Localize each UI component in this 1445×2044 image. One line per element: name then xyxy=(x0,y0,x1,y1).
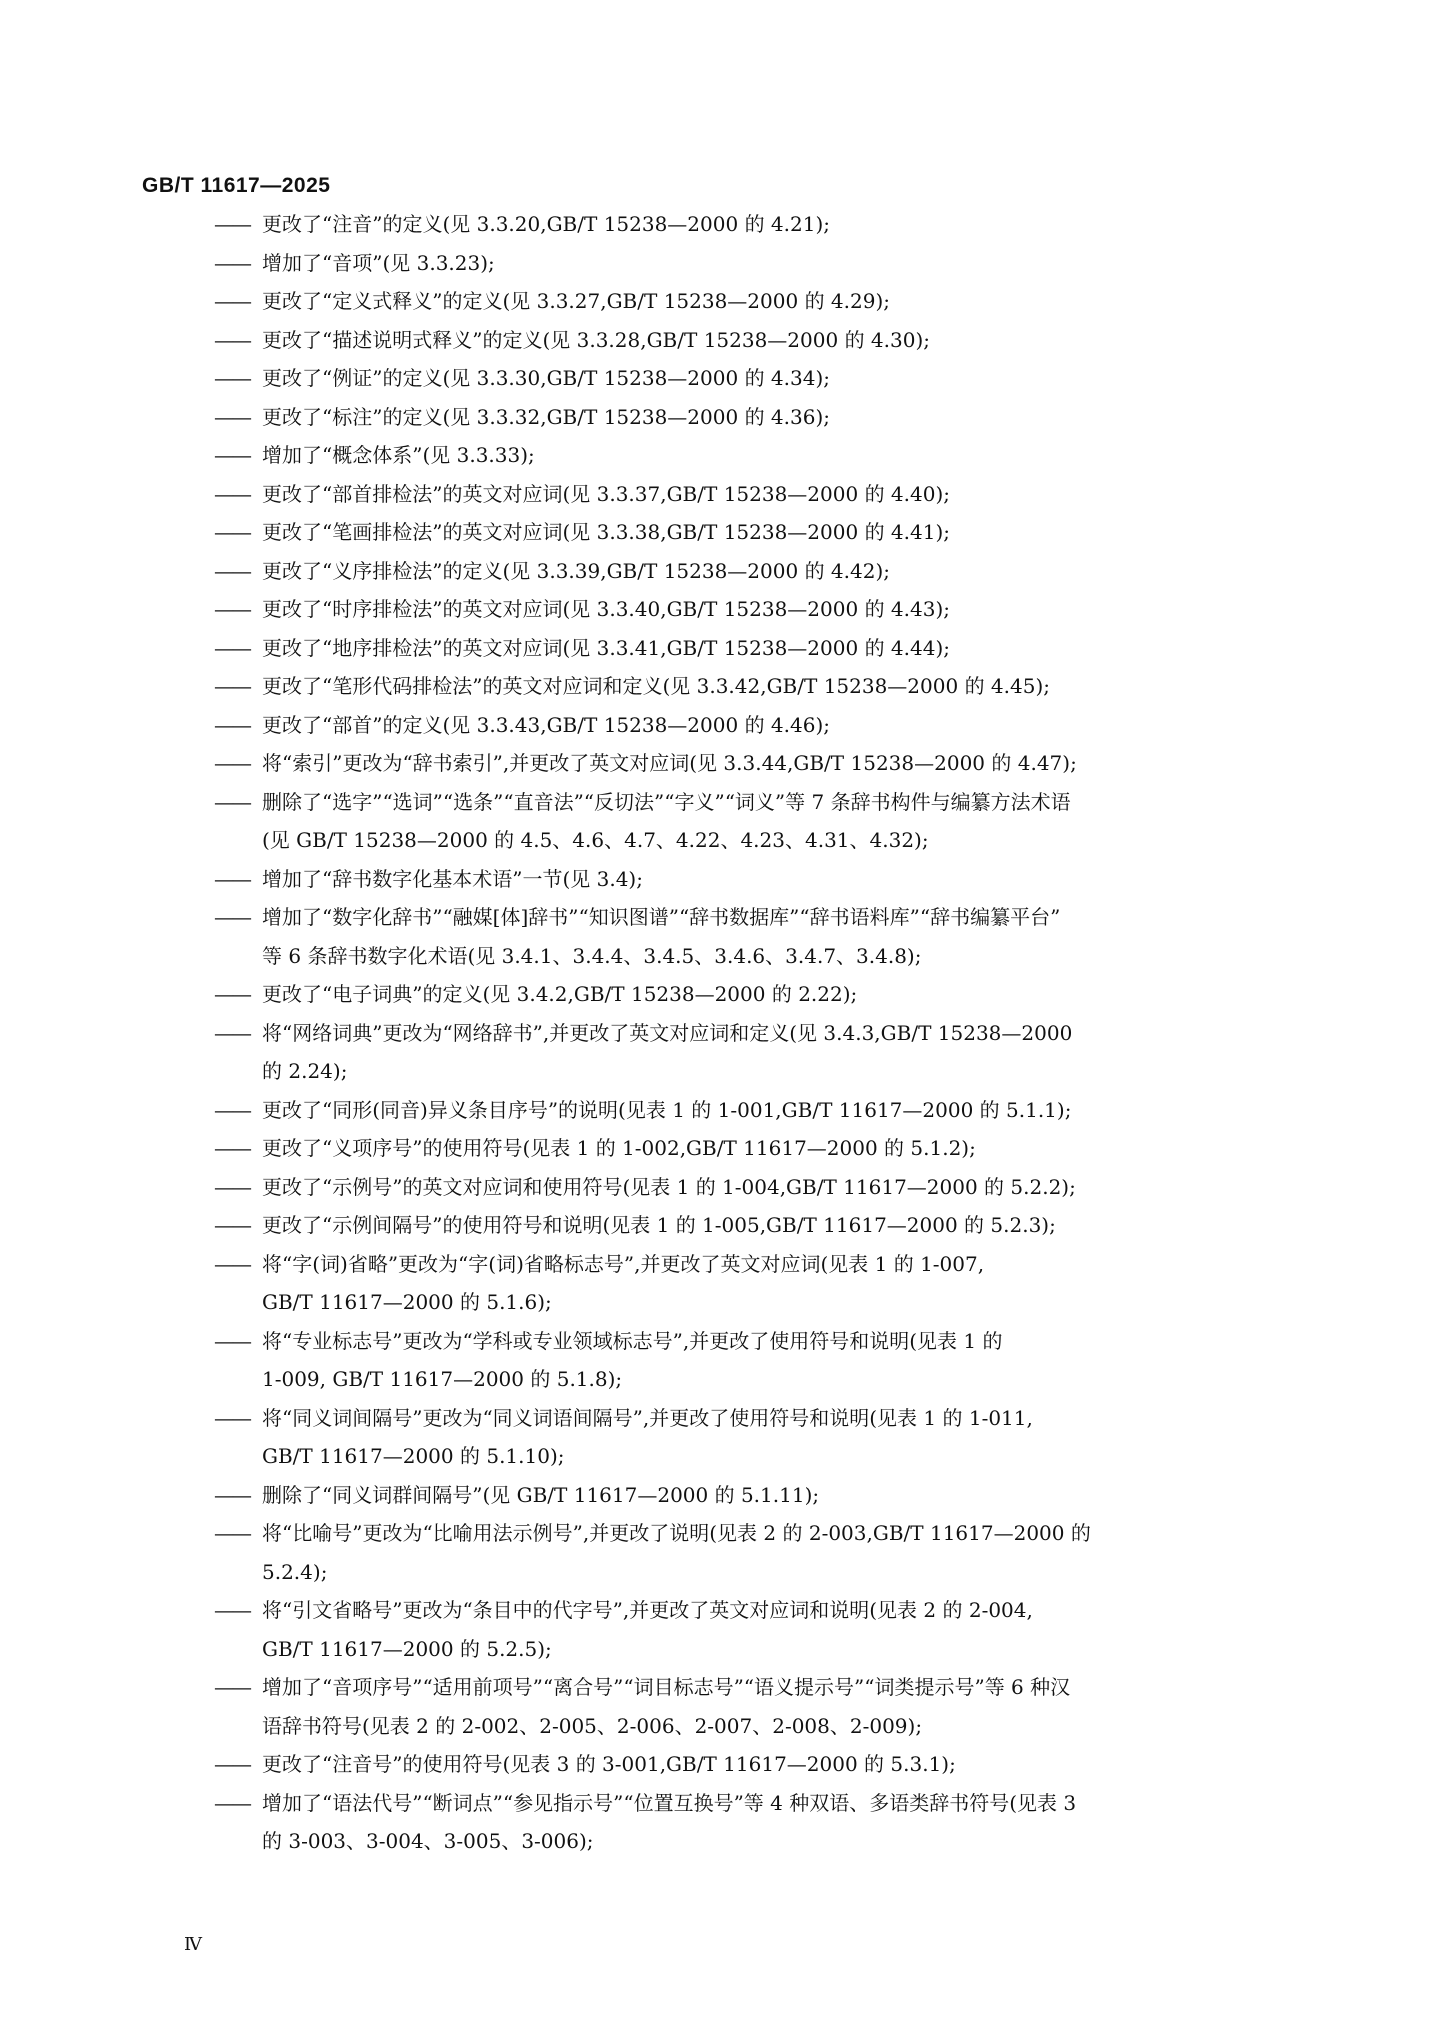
change-item xyxy=(214,706,1279,745)
change-item xyxy=(214,1476,1279,1515)
change-text: 更改了“部首”的定义(见 3.3.43,GB/T 15238—2000 的 4.46); xyxy=(262,712,830,737)
list-dash: —— xyxy=(214,520,250,544)
change-text: 将“专业标志号”更改为“学科或专业领域标志号”,并更改了使用符号和说明(见表 1 的 xyxy=(262,1328,1003,1353)
change-text: 增加了“音项”(见 3.3.23); xyxy=(262,250,495,275)
change-item xyxy=(214,629,1279,668)
document-header xyxy=(142,174,330,198)
change-text: 将“网络词典”更改为“网络辞书”,并更改了英文对应词和定义(见 3.4.3,GB/T 15238—2000 xyxy=(262,1020,1073,1045)
change-text: 更改了“描述说明式释义”的定义(见 3.3.28,GB/T 15238—2000 的 4.30); xyxy=(262,327,930,352)
change-text: 增加了“语法代号”“断词点”“参见指示号”“位置互换号”等 4 种双语、多语类辞书符号(见表 3 xyxy=(262,1790,1077,1815)
change-item xyxy=(214,282,1279,321)
change-item xyxy=(214,1591,1279,1668)
list-dash: —— xyxy=(214,250,250,275)
change-text: 将“字(词)省略”更改为“字(词)省略标志号”,并更改了英文对应词(见表 1 的 1-007, xyxy=(262,1251,985,1276)
change-item xyxy=(214,513,1279,552)
change-text: 删除了“选字”“选词”“选条”“直音法”“反切法”“字义”“词义”等 7 条辞书构件与编纂方法术语 xyxy=(262,789,1071,814)
change-text: 删除了“同义词群间隔号”(见 GB/T 11617—2000 的 5.1.11); xyxy=(262,1482,820,1507)
change-item xyxy=(214,1322,1279,1399)
list-dash: —— xyxy=(214,1213,250,1237)
change-list xyxy=(214,205,1279,1861)
list-dash: —— xyxy=(214,1598,250,1622)
list-dash: —— xyxy=(214,712,250,737)
change-text: 将“同义词间隔号”更改为“同义词语间隔号”,并更改了使用符号和说明(见表 1 的 1-011, xyxy=(262,1405,1033,1430)
change-text: 更改了“注音号”的使用符号(见表 3 的 3-001,GB/T 11617—2000 的 5.3.1); xyxy=(262,1752,956,1776)
change-text: 更改了“标注”的定义(见 3.3.32,GB/T 15238—2000 的 4.36); xyxy=(262,404,830,429)
list-dash: —— xyxy=(214,1675,250,1699)
list-dash: —— xyxy=(214,558,250,583)
list-dash: —— xyxy=(214,366,250,390)
list-dash: —— xyxy=(214,404,250,429)
list-dash: —— xyxy=(214,1405,250,1430)
change-text: 增加了“概念体系”(见 3.3.33); xyxy=(262,443,535,467)
list-dash: —— xyxy=(214,597,250,621)
change-item xyxy=(214,244,1279,283)
list-dash: —— xyxy=(214,1790,250,1815)
change-item xyxy=(214,1014,1279,1091)
change-item xyxy=(214,1206,1279,1245)
change-text: 更改了“义序排检法”的定义(见 3.3.39,GB/T 15238—2000 的 4.42); xyxy=(262,558,890,583)
change-text: 更改了“定义式释义”的定义(见 3.3.27,GB/T 15238—2000 的 4.29); xyxy=(262,289,890,313)
change-item xyxy=(214,1784,1279,1861)
change-item xyxy=(214,898,1279,975)
change-text-continuation: (见 GB/T 15238—2000 的 4.5、4.6、4.7、4.22、4.23、4.31、4.32); xyxy=(262,828,929,852)
list-dash: —— xyxy=(214,1174,250,1199)
change-text: 更改了“笔画排检法”的英文对应词(见 3.3.38,GB/T 15238—2000 的 4.41); xyxy=(262,520,950,544)
change-item xyxy=(214,436,1279,475)
change-text-continuation: 等 6 条辞书数字化术语(见 3.4.1、3.4.4、3.4.5、3.4.6、3.4.7、3.4.8); xyxy=(262,943,922,968)
change-item xyxy=(214,359,1279,398)
change-text-continuation: 语辞书符号(见表 2 的 2-002、2-005、2-006、2-007、2-008、2-009); xyxy=(262,1713,923,1738)
list-dash: —— xyxy=(214,789,250,814)
list-dash: —— xyxy=(214,1020,250,1045)
list-dash: —— xyxy=(214,1482,250,1507)
list-dash: —— xyxy=(214,674,250,698)
change-text: 更改了“义项序号”的使用符号(见表 1 的 1-002,GB/T 11617—2000 的 5.1.2); xyxy=(262,1136,976,1160)
change-text-continuation: GB/T 11617—2000 的 5.1.10); xyxy=(262,1444,565,1468)
list-dash: —— xyxy=(214,1521,250,1545)
change-item xyxy=(214,590,1279,629)
page-number: Ⅳ xyxy=(184,1934,202,1955)
change-text-continuation: 的 2.24); xyxy=(262,1059,348,1083)
change-item xyxy=(214,398,1279,437)
list-dash: —— xyxy=(214,443,250,467)
list-dash: —— xyxy=(214,1097,250,1122)
list-dash: —— xyxy=(214,905,250,929)
list-dash: —— xyxy=(214,289,250,313)
change-text: 将“比喻号”更改为“比喻用法示例号”,并更改了说明(见表 2 的 2-003,GB/T 11617—2000 的 xyxy=(262,1521,1091,1545)
standard-number: GB/T 11617—2025 xyxy=(142,174,331,197)
change-item xyxy=(214,1091,1279,1130)
change-item xyxy=(214,744,1279,783)
list-dash: —— xyxy=(214,212,250,236)
change-text: 增加了“音项序号”“适用前项号”“离合号”“词目标志号”“语义提示号”“词类提示号”等 6 种汉 xyxy=(262,1675,1071,1699)
change-text: 更改了“电子词典”的定义(见 3.4.2,GB/T 15238—2000 的 2.22); xyxy=(262,982,858,1006)
change-text: 将“索引”更改为“辞书索引”,并更改了英文对应词(见 3.3.44,GB/T 15238—2000 的 4.47); xyxy=(262,751,1077,775)
change-item xyxy=(214,552,1279,591)
change-text: 更改了“示例号”的英文对应词和使用符号(见表 1 的 1-004,GB/T 11617—2000 的 5.2.2); xyxy=(262,1174,1076,1199)
change-item xyxy=(214,475,1279,514)
list-dash: —— xyxy=(214,1328,250,1353)
change-text-continuation: GB/T 11617—2000 的 5.2.5); xyxy=(262,1636,552,1661)
list-dash: —— xyxy=(214,327,250,352)
change-text: 增加了“辞书数字化基本术语”一节(见 3.4); xyxy=(262,866,643,891)
list-dash: —— xyxy=(214,1251,250,1276)
list-dash: —— xyxy=(214,1136,250,1160)
change-item xyxy=(214,1168,1279,1207)
change-text: 更改了“注音”的定义(见 3.3.20,GB/T 15238—2000 的 4.21); xyxy=(262,212,830,236)
change-text: 更改了“例证”的定义(见 3.3.30,GB/T 15238—2000 的 4.34); xyxy=(262,366,830,390)
list-dash: —— xyxy=(214,481,250,506)
list-dash: —— xyxy=(214,866,250,891)
change-text: 更改了“示例间隔号”的使用符号和说明(见表 1 的 1-005,GB/T 11617—2000 的 5.2.3); xyxy=(262,1213,1056,1237)
list-dash: —— xyxy=(214,1752,250,1776)
change-text-continuation: GB/T 11617—2000 的 5.1.6); xyxy=(262,1290,552,1314)
change-item xyxy=(214,1514,1279,1591)
change-item xyxy=(214,1245,1279,1322)
change-text: 更改了“同形(同音)异义条目序号”的说明(见表 1 的 1-001,GB/T 11617—2000 的 5.1.1); xyxy=(262,1097,1072,1122)
change-text: 更改了“部首排检法”的英文对应词(见 3.3.37,GB/T 15238—2000 的 4.40); xyxy=(262,481,950,506)
change-item xyxy=(214,1399,1279,1476)
change-item xyxy=(214,1745,1279,1784)
change-text-continuation: 5.2.4); xyxy=(262,1559,328,1584)
change-text: 增加了“数字化辞书”“融媒[体]辞书”“知识图谱”“辞书数据库”“辞书语料库”“辞书编纂平台” xyxy=(262,905,1061,929)
change-item xyxy=(214,975,1279,1014)
change-text: 更改了“地序排检法”的英文对应词(见 3.3.41,GB/T 15238—2000 的 4.44); xyxy=(262,635,950,660)
change-text-continuation: 1-009, GB/T 11617—2000 的 5.1.8); xyxy=(262,1367,623,1391)
change-item xyxy=(214,1668,1279,1745)
list-dash: —— xyxy=(214,982,250,1006)
change-text-continuation: 的 3-003、3-004、3-005、3-006); xyxy=(262,1829,594,1853)
change-item xyxy=(214,205,1279,244)
list-dash: —— xyxy=(214,751,250,775)
change-item xyxy=(214,1129,1279,1168)
change-item xyxy=(214,783,1279,860)
change-item xyxy=(214,667,1279,706)
change-item xyxy=(214,860,1279,899)
change-text: 将“引文省略号”更改为“条目中的代字号”,并更改了英文对应词和说明(见表 2 的 2-004, xyxy=(262,1598,1033,1622)
change-text: 更改了“笔形代码排检法”的英文对应词和定义(见 3.3.42,GB/T 15238—2000 的 4.45); xyxy=(262,674,1050,698)
list-dash: —— xyxy=(214,635,250,660)
change-item xyxy=(214,321,1279,360)
change-text: 更改了“时序排检法”的英文对应词(见 3.3.40,GB/T 15238—2000 的 4.43); xyxy=(262,597,950,621)
